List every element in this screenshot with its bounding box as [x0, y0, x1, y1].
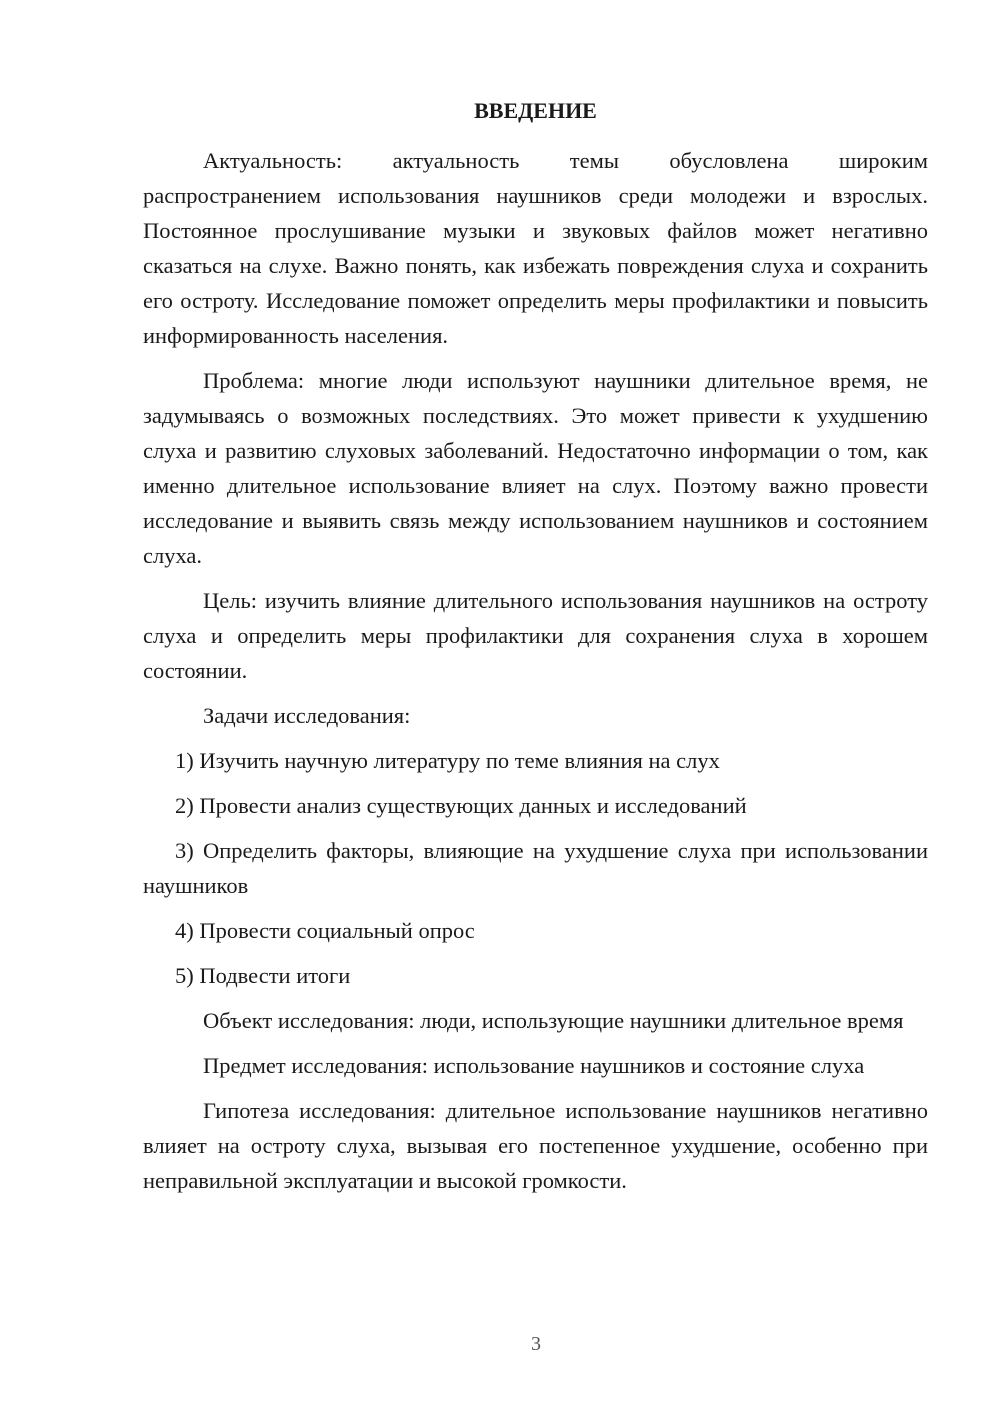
- section-title: ВВЕДЕНИЕ: [474, 98, 597, 123]
- page-number: 3: [531, 1333, 541, 1355]
- subject-paragraph: Предмет исследования: использование наушников и состояние слуха: [203, 1053, 865, 1078]
- document-page: [143, 95, 928, 1208]
- goal-paragraph: Цель: изучить влияние длительного использования наушников на остроту слуха и определить меры профилактики для сохранения слуха в хорошем состоянии.: [143, 588, 928, 683]
- task-item-4: 4) Провести социальный опрос: [175, 918, 475, 943]
- task-item-2: 2) Провести анализ существующих данных и исследований: [175, 793, 747, 818]
- task-item-3: 3) Определить факторы, влияющие на ухудшение слуха при использовании наушников: [143, 838, 928, 898]
- task-item-1: 1) Изучить научную литературу по теме влияния на слух: [175, 748, 720, 773]
- problem-paragraph: Проблема: многие люди используют наушники длительное время, не задумываясь о возможных последствиях. Это может привести к ухудшению слуха и развитию слуховых заболеваний. Недостаточно информации о том, как именно длительное использование влияет на слух. Поэтому важно провести исследование и выявить связь между использованием наушников и состоянием слуха.: [143, 368, 928, 568]
- hypothesis-paragraph: Гипотеза исследования: длительное использование наушников негативно влияет на остроту слуха, вызывая его постепенное ухудшение, особенно при неправильной эксплуатации и высокой громкости.: [143, 1098, 928, 1193]
- object-paragraph: Объект исследования: люди, использующие наушники длительное время: [203, 1008, 904, 1033]
- task-item-5: 5) Подвести итоги: [175, 963, 351, 988]
- relevance-paragraph: Актуальность: актуальность темы обусловлена широким распространением использования наушников среди молодежи и взрослых. Постоянное прослушивание музыки и звуковых файлов может негативно сказаться на слухе. Важно понять, как избежать повреждения слуха и сохранить его остроту. Исследование поможет определить меры профилактики и повысить информированность населения.: [143, 148, 928, 348]
- tasks-heading: Задачи исследования:: [203, 703, 411, 728]
